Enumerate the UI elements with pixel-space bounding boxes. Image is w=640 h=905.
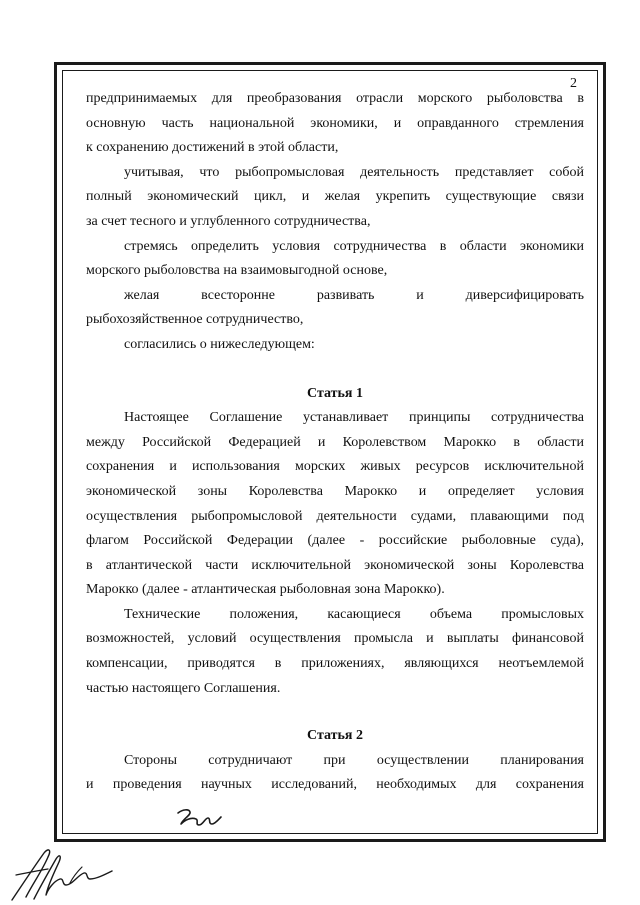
spacer: [86, 358, 584, 382]
text-line: учитывая, что рыбопромысловая деятельность представляет собой: [124, 164, 584, 180]
article-1-paragraph-2: [86, 603, 584, 701]
text-line: осуществления рыбопромысловой деятельности судами, плавающими под: [86, 508, 584, 524]
text-line: рыбохозяйственное сотрудничество,: [86, 312, 304, 328]
preamble-paragraph-3: [86, 235, 584, 284]
text-line: за счет тесного и углубленного сотрудничества,: [86, 213, 371, 229]
text-line: частью настоящего Соглашения.: [86, 680, 281, 696]
text-line: Марокко (далее - атлантическая рыболовная зона Марокко).: [86, 582, 445, 598]
text-line: морского рыболовства на взаимовыгодной основе,: [86, 263, 388, 279]
text-line: Настоящее Соглашение устанавливает принципы сотрудничества: [124, 410, 584, 426]
text-line: Стороны сотрудничают при осуществлении планирования: [124, 752, 584, 768]
text-line: сохранения и использования морских живых ресурсов исключительной: [86, 459, 584, 475]
text-line: к сохранению достижений в этой области,: [86, 140, 339, 156]
preamble-paragraph-5: согласились о нижеследующем:: [124, 336, 315, 352]
handwritten-initials: [175, 805, 223, 831]
text-line: предпринимаемых для преобразования отрасли морского рыболовства в: [86, 91, 584, 106]
article-2-heading: Статья 2: [307, 728, 363, 744]
text-line: желая всесторонне развивать и диверсифицировать: [124, 287, 584, 303]
spacer: [86, 701, 584, 724]
page-number: 2: [570, 76, 577, 91]
text-line: между Российской Федерацией и Королевством Марокко в области: [86, 434, 584, 450]
text-line: Технические положения, касающиеся объема промысловых: [124, 606, 584, 622]
document-body: [86, 87, 584, 798]
text-line: компенсации, приводятся в приложениях, являющихся неотъемлемой: [86, 656, 584, 672]
text-line: в атлантической части исключительной экономической зоны Королевства: [86, 557, 584, 573]
article-2-paragraph-1: [86, 749, 584, 798]
preamble-paragraph-4: [86, 284, 584, 333]
text-line: флагом Российской Федерации (далее - российские рыболовные суда),: [86, 533, 584, 549]
text-line: экономической зоны Королевства Марокко и определяет условия: [86, 483, 584, 499]
text-line: и проведения научных исследований, необходимых для сохранения: [86, 777, 584, 793]
text-line: возможностей, условий осуществления промысла и выплаты финансовой: [86, 631, 584, 647]
text-line: стремясь определить условия сотрудничества в области экономики: [124, 238, 584, 254]
preamble-paragraph-1: [86, 87, 584, 161]
article-1-paragraph-1: [86, 406, 584, 603]
preamble-paragraph-2: [86, 161, 584, 235]
handwritten-signature: [4, 845, 120, 903]
text-line: полный экономический цикл, и желая укрепить существующие связи: [86, 189, 584, 205]
article-1-heading: Статья 1: [307, 385, 363, 401]
text-line: основную часть национальной экономики, и оправданного стремления: [86, 115, 584, 131]
